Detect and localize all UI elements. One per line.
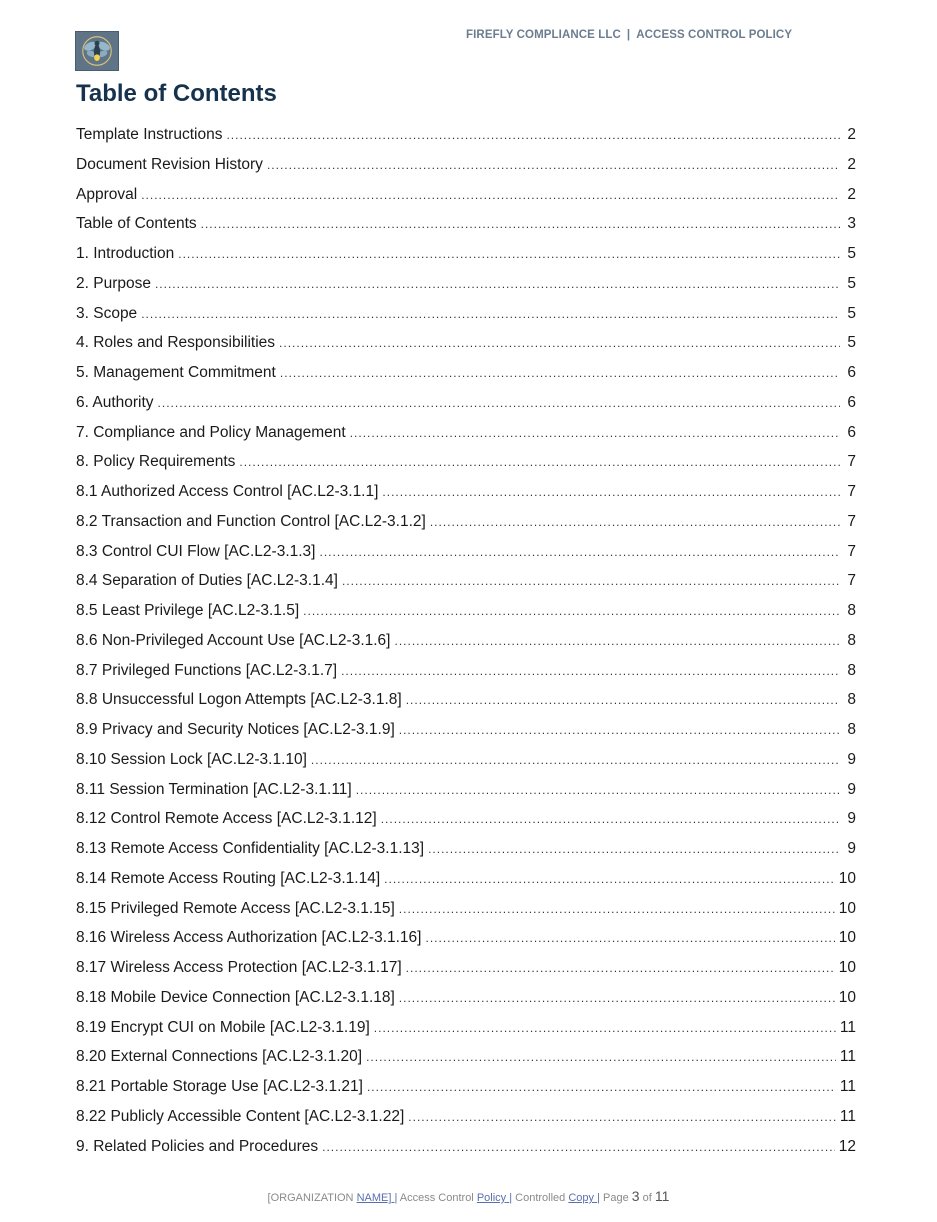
toc-entry-title: 8. Policy Requirements: [76, 453, 236, 471]
toc-entry[interactable]: [76, 537, 856, 567]
toc-dot-leader: [267, 151, 840, 181]
toc-entry-page: 7: [847, 483, 856, 500]
toc-entry-page: 8: [847, 631, 856, 649]
toc-dot-leader: [141, 300, 840, 330]
toc-entry[interactable]: [76, 1013, 856, 1043]
toc-entry-page: 8: [847, 661, 856, 679]
toc-entry[interactable]: [76, 477, 856, 507]
toc-dot-leader: [374, 1014, 836, 1044]
toc-entry-page: 10: [838, 988, 856, 1006]
toc-entry-title: 8.11 Session Termination [AC.L2-3.1.11]: [76, 780, 352, 798]
page-footer: [0, 1188, 937, 1204]
toc-dot-leader: [311, 746, 840, 776]
toc-entry-page: 11: [839, 1107, 856, 1125]
toc-dot-leader: [382, 478, 840, 508]
footer-policy: Policy |: [476, 1192, 513, 1204]
toc-entry[interactable]: [76, 150, 856, 180]
toc-entry-page: 5: [847, 245, 856, 262]
toc-dot-leader: [178, 240, 840, 270]
footer-controlled: Controlled: [515, 1192, 566, 1204]
toc-entry-title: 8.7 Privileged Functions [AC.L2-3.1.7]: [76, 661, 338, 679]
toc-entry-title: 8.5 Least Privilege [AC.L2-3.1.5]: [76, 602, 300, 619]
toc-entry-page: 9: [847, 840, 856, 857]
toc-entry[interactable]: [76, 447, 856, 477]
toc-entry[interactable]: [76, 299, 856, 329]
toc-entry[interactable]: [76, 358, 856, 388]
toc-entry-title: 7. Compliance and Policy Management: [76, 423, 346, 441]
header-company: FIREFLY COMPLIANCE LLC: [466, 29, 621, 41]
toc-dot-leader: [155, 270, 840, 300]
toc-entry-title: 8.3 Control CUI Flow [AC.L2-3.1.3]: [76, 542, 316, 560]
toc-entry-page: 5: [847, 274, 856, 292]
toc-entry-title: 8.14 Remote Access Routing [AC.L2-3.1.14]: [76, 869, 381, 887]
toc-entry-title: 3. Scope: [76, 304, 138, 322]
toc-entry-page: 11: [839, 1078, 856, 1095]
toc-entry-page: 8: [847, 602, 856, 619]
toc-dot-leader: [342, 567, 840, 597]
toc-entry-page: 11: [839, 1048, 856, 1066]
toc-entry[interactable]: [76, 418, 856, 448]
toc-entry-title: 8.4 Separation of Duties [AC.L2-3.1.4]: [76, 572, 338, 590]
toc-entry-title: 8.16 Wireless Access Authorization [AC.L2-3.1.16]: [76, 929, 422, 947]
toc-entry[interactable]: [76, 120, 856, 150]
toc-dot-leader: [280, 359, 840, 389]
toc-entry-page: 7: [847, 453, 856, 471]
toc-entry-page: 2: [847, 185, 856, 203]
toc-entry-page: 5: [847, 304, 856, 322]
toc-dot-leader: [399, 716, 840, 746]
footer-page-total: 11: [654, 1188, 670, 1204]
toc-entry-title: 8.13 Remote Access Confidentiality [AC.L2-3.1.13]: [76, 840, 425, 857]
toc-entry-title: 8.2 Transaction and Function Control [AC.L2-3.1.2]: [76, 512, 426, 530]
toc-entry-title: 8.9 Privacy and Security Notices [AC.L2-3.1.9]: [76, 721, 395, 738]
toc-entry-title: 8.10 Session Lock [AC.L2-3.1.10]: [76, 750, 307, 768]
toc-entry-page: 6: [847, 423, 856, 441]
toc-entry-page: 8: [847, 721, 856, 738]
toc-entry-title: 6. Authority: [76, 393, 154, 411]
toc-entry-title: 8.12 Control Remote Access [AC.L2-3.1.12]: [76, 810, 377, 828]
toc-entry[interactable]: [76, 209, 856, 239]
toc-dot-leader: [367, 1073, 836, 1103]
toc-entry[interactable]: [76, 983, 856, 1013]
toc-entry-page: 10: [838, 869, 856, 887]
toc-entry-title: Approval: [76, 185, 138, 203]
toc-entry-page: 2: [847, 155, 856, 173]
toc-entry-title: 8.21 Portable Storage Use [AC.L2-3.1.21]: [76, 1078, 363, 1095]
toc-entry[interactable]: [76, 953, 856, 983]
toc-entry[interactable]: [76, 596, 856, 626]
toc-dot-leader: [366, 1043, 836, 1073]
header-separator: |: [626, 29, 631, 41]
toc-entry-title: Table of Contents: [76, 215, 197, 233]
toc-entry-title: 1. Introduction: [76, 245, 175, 262]
footer-access-control: Access Control: [399, 1192, 474, 1204]
toc-entry-page: 7: [847, 512, 856, 530]
toc-entry-page: 12: [838, 1137, 856, 1155]
toc-entry[interactable]: [76, 656, 856, 686]
toc-entry-title: 8.20 External Connections [AC.L2-3.1.20]: [76, 1048, 363, 1066]
toc-dot-leader: [430, 508, 840, 538]
toc-entry-page: 6: [847, 364, 856, 381]
toc-entry-title: 8.8 Unsuccessful Logon Attempts [AC.L2-3.1.8]: [76, 691, 402, 709]
toc-entry-title: 8.1 Authorized Access Control [AC.L2-3.1.1]: [76, 483, 379, 500]
toc-dot-leader: [201, 210, 840, 240]
toc-entry-page: 10: [838, 959, 856, 976]
toc-dot-leader: [384, 865, 835, 895]
toc-dot-leader: [428, 835, 840, 865]
toc-entry[interactable]: [76, 894, 856, 924]
toc-dot-leader: [394, 627, 840, 657]
toc-entry[interactable]: [76, 864, 856, 894]
toc-dot-leader: [239, 448, 840, 478]
toc-dot-leader: [158, 389, 840, 419]
toc-dot-leader: [341, 657, 840, 687]
toc-dot-leader: [350, 419, 840, 449]
toc-entry[interactable]: [76, 388, 856, 418]
footer-page-number: 3: [631, 1188, 640, 1204]
toc-entry-title: 8.19 Encrypt CUI on Mobile [AC.L2-3.1.19]: [76, 1018, 370, 1036]
toc-entry-page: 3: [847, 215, 856, 233]
toc-entry[interactable]: [76, 775, 856, 805]
toc-dot-leader: [406, 954, 835, 984]
toc-dot-leader: [381, 805, 840, 835]
toc-entry[interactable]: [76, 1132, 856, 1162]
toc-entry[interactable]: [76, 239, 856, 269]
header-document: ACCESS CONTROL POLICY: [636, 29, 793, 41]
toc-entry[interactable]: [76, 1072, 856, 1102]
toc-dot-leader: [320, 538, 841, 568]
footer-page-label: Page: [603, 1192, 629, 1204]
toc-entry-title: 8.15 Privileged Remote Access [AC.L2-3.1.15]: [76, 899, 395, 917]
toc-entry[interactable]: [76, 834, 856, 864]
toc-entry[interactable]: [76, 804, 856, 834]
toc-dot-leader: [425, 924, 834, 954]
toc-entry-page: 8: [847, 691, 856, 709]
toc-entry[interactable]: [76, 180, 856, 210]
toc-entry-page: 9: [847, 780, 856, 798]
toc-entry[interactable]: [76, 715, 856, 745]
toc-entry-page: 5: [847, 334, 856, 352]
toc-entry-page: 10: [838, 899, 856, 917]
toc-entry[interactable]: [76, 923, 856, 953]
toc-entry-page: 10: [838, 929, 856, 947]
toc-dot-leader: [303, 597, 840, 627]
toc-entry[interactable]: [76, 507, 856, 537]
toc-entry-title: Document Revision History: [76, 155, 263, 173]
toc-list: [76, 120, 856, 1161]
footer-copy: Copy |: [568, 1192, 600, 1204]
toc-dot-leader: [399, 895, 835, 925]
toc-entry-title: 8.17 Wireless Access Protection [AC.L2-3.1.17]: [76, 959, 402, 976]
toc-dot-leader: [356, 776, 840, 806]
toc-entry-title: 9. Related Policies and Procedures: [76, 1137, 319, 1155]
toc-entry[interactable]: [76, 745, 856, 775]
firefly-logo-icon: [75, 31, 119, 71]
toc-entry[interactable]: [76, 685, 856, 715]
toc-entry-title: 5. Management Commitment: [76, 364, 276, 381]
footer-org-name: NAME] |: [356, 1192, 398, 1204]
toc-dot-leader: [141, 181, 840, 211]
document-header: [466, 29, 866, 41]
toc-dot-leader: [399, 984, 835, 1014]
toc-entry-page: 7: [847, 542, 856, 560]
toc-entry-page: 6: [847, 393, 856, 411]
toc-entry[interactable]: [76, 269, 856, 299]
toc-entry-title: 2. Purpose: [76, 274, 151, 292]
toc-dot-leader: [226, 121, 840, 151]
toc-entry-title: 8.22 Publicly Accessible Content [AC.L2-3.1.22]: [76, 1107, 405, 1125]
footer-org-prefix: [ORGANIZATION: [267, 1192, 354, 1204]
toc-entry-page: 7: [847, 572, 856, 590]
toc-entry-page: 9: [847, 810, 856, 828]
toc-dot-leader: [406, 686, 840, 716]
toc-entry-title: 4. Roles and Responsibilities: [76, 334, 276, 352]
toc-dot-leader: [322, 1133, 835, 1163]
toc-entry[interactable]: [76, 626, 856, 656]
toc-entry[interactable]: [76, 1102, 856, 1132]
toc-entry-title: 8.18 Mobile Device Connection [AC.L2-3.1.18]: [76, 988, 395, 1006]
toc-dot-leader: [408, 1103, 836, 1133]
toc-entry-page: 2: [847, 126, 856, 143]
toc-entry[interactable]: [76, 566, 856, 596]
toc-entry-page: 11: [839, 1018, 856, 1036]
toc-entry[interactable]: [76, 328, 856, 358]
toc-entry-title: 8.6 Non-Privileged Account Use [AC.L2-3.1.6]: [76, 631, 391, 649]
toc-entry-page: 9: [847, 750, 856, 768]
toc-dot-leader: [279, 329, 840, 359]
toc-entry-title: Template Instructions: [76, 126, 223, 143]
toc-entry[interactable]: [76, 1042, 856, 1072]
footer-of-label: of: [642, 1192, 652, 1204]
toc-heading: Table of Contents: [76, 80, 277, 107]
